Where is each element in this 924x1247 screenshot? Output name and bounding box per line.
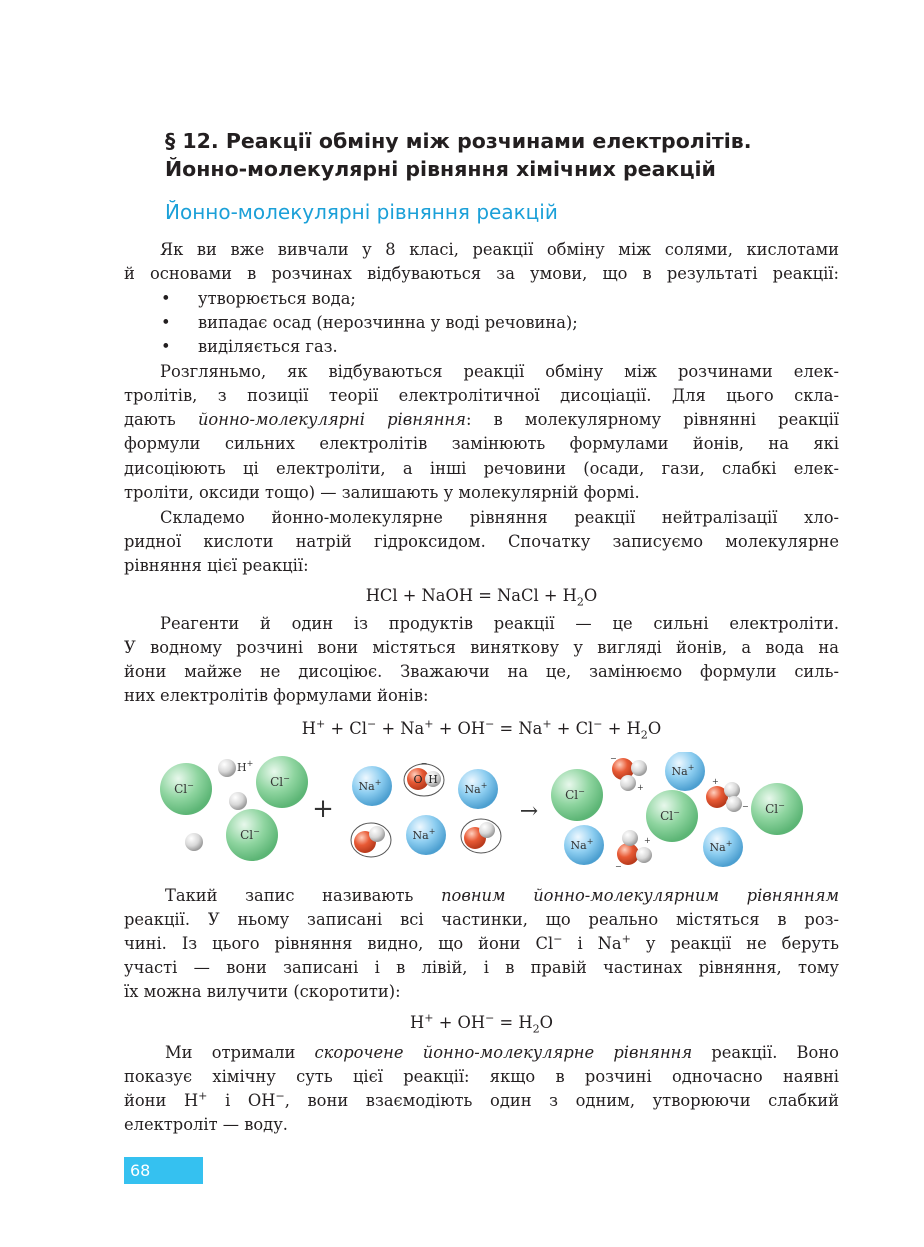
para2-line-1: Розгляньмо, як відбуваються реакції обміну між розчинами елек- xyxy=(160,362,839,381)
para5-line-3: чині. Із цього рівняння видно, що йони Cl− і Na+ у реакції не беруть xyxy=(124,932,839,953)
intro-line-1: Як ви вже вивчали у 8 класі, реакції обміну між солями, кислотами xyxy=(160,240,839,259)
h-ion-icon xyxy=(229,792,247,810)
para2-line-3: дають йонно-молекулярні рівняння: в молекулярному рівнянні реакції xyxy=(124,410,840,429)
para4-line-1: Реагенти й один із продуктів реакції — це сильні електроліти. xyxy=(160,614,839,633)
water-molecule-icon xyxy=(706,777,749,812)
na-ion-icon xyxy=(703,827,743,867)
para6-line-1: Ми отримали скорочене йонно-молекулярне рівняння реакції. Воно xyxy=(165,1043,839,1062)
svg-text:Cl−: Cl− xyxy=(565,787,585,802)
svg-text:+: + xyxy=(637,783,644,792)
svg-text:Na+: Na+ xyxy=(709,839,733,854)
para2-line-5: дисоціюють ці електроліти, а інші речовини (осади, гази, слабкі елек- xyxy=(124,459,839,478)
cl-ion-icon xyxy=(160,763,212,815)
water-molecule-icon xyxy=(610,754,647,792)
full-ionic-equation: $H^+ + Cl^- + Na^+ + OH^- = Na^+ + Cl^- + H_2O$ xyxy=(301,717,662,742)
svg-text:Na+: Na+ xyxy=(464,781,488,796)
svg-text:Na+: Na+ xyxy=(358,778,382,793)
svg-text:Na+: Na+ xyxy=(570,837,594,852)
na-ion-icon xyxy=(458,769,498,809)
bullet-text-2: випадає осад (нерозчинна у воді речовина); xyxy=(198,313,578,332)
page-number: 68 xyxy=(124,1157,203,1184)
short-ionic-equation: $H^+ + OH^- = H_2O$ xyxy=(410,1011,553,1036)
svg-text:Na+: Na+ xyxy=(412,827,436,842)
cl-ion-icon xyxy=(256,756,308,808)
term-full-ionic-equation: повним йонно-молекулярним рівнянням xyxy=(441,886,839,905)
para3-line-1: Складемо йонно-молекулярне рівняння реакції нейтралізації хло- xyxy=(160,508,839,527)
hydroxide-ion-icon xyxy=(404,759,444,796)
svg-text:+: + xyxy=(644,836,651,845)
para5-line-2: реакції. У ньому записані всі частинки, що реально містяться в роз- xyxy=(124,910,839,929)
para3-line-3: рівняння цієї реакції: xyxy=(124,556,309,575)
para6-line-4: електроліт — воду. xyxy=(124,1115,288,1134)
na-ion-icon xyxy=(406,815,446,855)
svg-text:H+: H+ xyxy=(237,759,254,774)
hydroxide-ion-icon xyxy=(351,823,391,857)
svg-text:Cl−: Cl− xyxy=(660,808,680,823)
bullet-marker-1: • xyxy=(161,289,171,308)
bullet-marker-3: • xyxy=(161,337,171,356)
ion-reaction-diagram xyxy=(150,752,820,877)
svg-text:Cl−: Cl− xyxy=(765,801,785,816)
svg-text:−: − xyxy=(610,754,617,763)
reaction-arrow-icon: → xyxy=(519,799,539,824)
svg-text:Cl−: Cl− xyxy=(270,774,290,789)
bullet-marker-2: • xyxy=(161,313,171,332)
para3-line-2: ридної кислоти натрій гідроксидом. Спочатку записуємо молекулярне xyxy=(124,532,839,551)
para2-line-2: тролітів, з позиції теорії електролітичної дисоціації. Для цього скла- xyxy=(124,386,839,405)
para6-line-3: йони H+ і OH−, вони взаємодіють один з одним, утворюючи слабкий xyxy=(124,1089,840,1110)
para4-line-4: них електролітів формулами йонів: xyxy=(124,686,429,705)
para5-line-1: Такий запис називають повним йонно-молекулярним рівнянням xyxy=(165,886,839,905)
section-title-line2: Йонно-молекулярні рівняння хімічних реакцій xyxy=(165,157,716,181)
section-title-line1: § 12. Реакції обміну між розчинами електролітів. xyxy=(165,129,752,153)
svg-text:−: − xyxy=(615,862,622,871)
svg-text:−: − xyxy=(742,802,749,811)
para5-line-4: участі — вони записані і в лівій, і в правій частинах рівняння, тому xyxy=(124,958,839,977)
hydroxide-ion-icon xyxy=(461,819,501,853)
svg-text:Cl−: Cl− xyxy=(240,827,260,842)
para2-line-6: троліти, оксиди тощо) — залишають у молекулярній формі. xyxy=(124,483,640,502)
h-ion-icon xyxy=(185,833,203,851)
h-ion-icon xyxy=(218,759,253,777)
bullet-text-3: виділяється газ. xyxy=(198,337,338,356)
intro-line-2: й основами в розчинах відбуваються за умови, що в результаті реакції: xyxy=(124,264,839,283)
svg-text:H: H xyxy=(428,773,438,786)
para4-line-3: йони майже не дисоціює. Зважаючи на це, замінюємо формули силь- xyxy=(124,662,839,681)
para5-line-5: їх можна вилучити (скоротити): xyxy=(124,982,401,1001)
bullet-text-1: утворюється вода; xyxy=(198,289,356,308)
section-title xyxy=(165,127,865,183)
plus-sign-icon: + xyxy=(312,794,334,824)
na-ion-icon xyxy=(352,766,392,806)
cl-ion-icon xyxy=(646,790,698,842)
term-ionic-equations: йонно-молекулярні рівняння xyxy=(197,410,466,429)
molecular-equation: HCl + NaOH = NaCl + $H_2O$ xyxy=(365,586,598,609)
svg-text:−: − xyxy=(420,759,428,768)
para6-line-2: показує хімічну суть цієї реакції: якщо в розчині одночасно наявні xyxy=(124,1067,839,1086)
na-ion-icon xyxy=(564,825,604,865)
water-molecule-icon xyxy=(615,830,652,871)
svg-text:Na+: Na+ xyxy=(671,763,695,778)
subsection-heading: Йонно-молекулярні рівняння реакцій xyxy=(165,200,558,224)
cl-ion-icon xyxy=(751,783,803,835)
svg-text:+: + xyxy=(712,777,719,786)
cl-ion-icon xyxy=(226,809,278,861)
term-short-ionic-equation: скорочене йонно-молекулярне рівняння xyxy=(314,1043,693,1062)
na-ion-icon xyxy=(665,752,705,791)
svg-text:O: O xyxy=(413,773,423,786)
cl-ion-icon xyxy=(551,769,603,821)
svg-text:Cl−: Cl− xyxy=(174,781,194,796)
para2-line-4: формули сильних електролітів замінюють формулами йонів, на які xyxy=(124,434,839,453)
para4-line-2: У водному розчині вони містяться виняткову у вигляді йонів, а вода на xyxy=(124,638,839,657)
